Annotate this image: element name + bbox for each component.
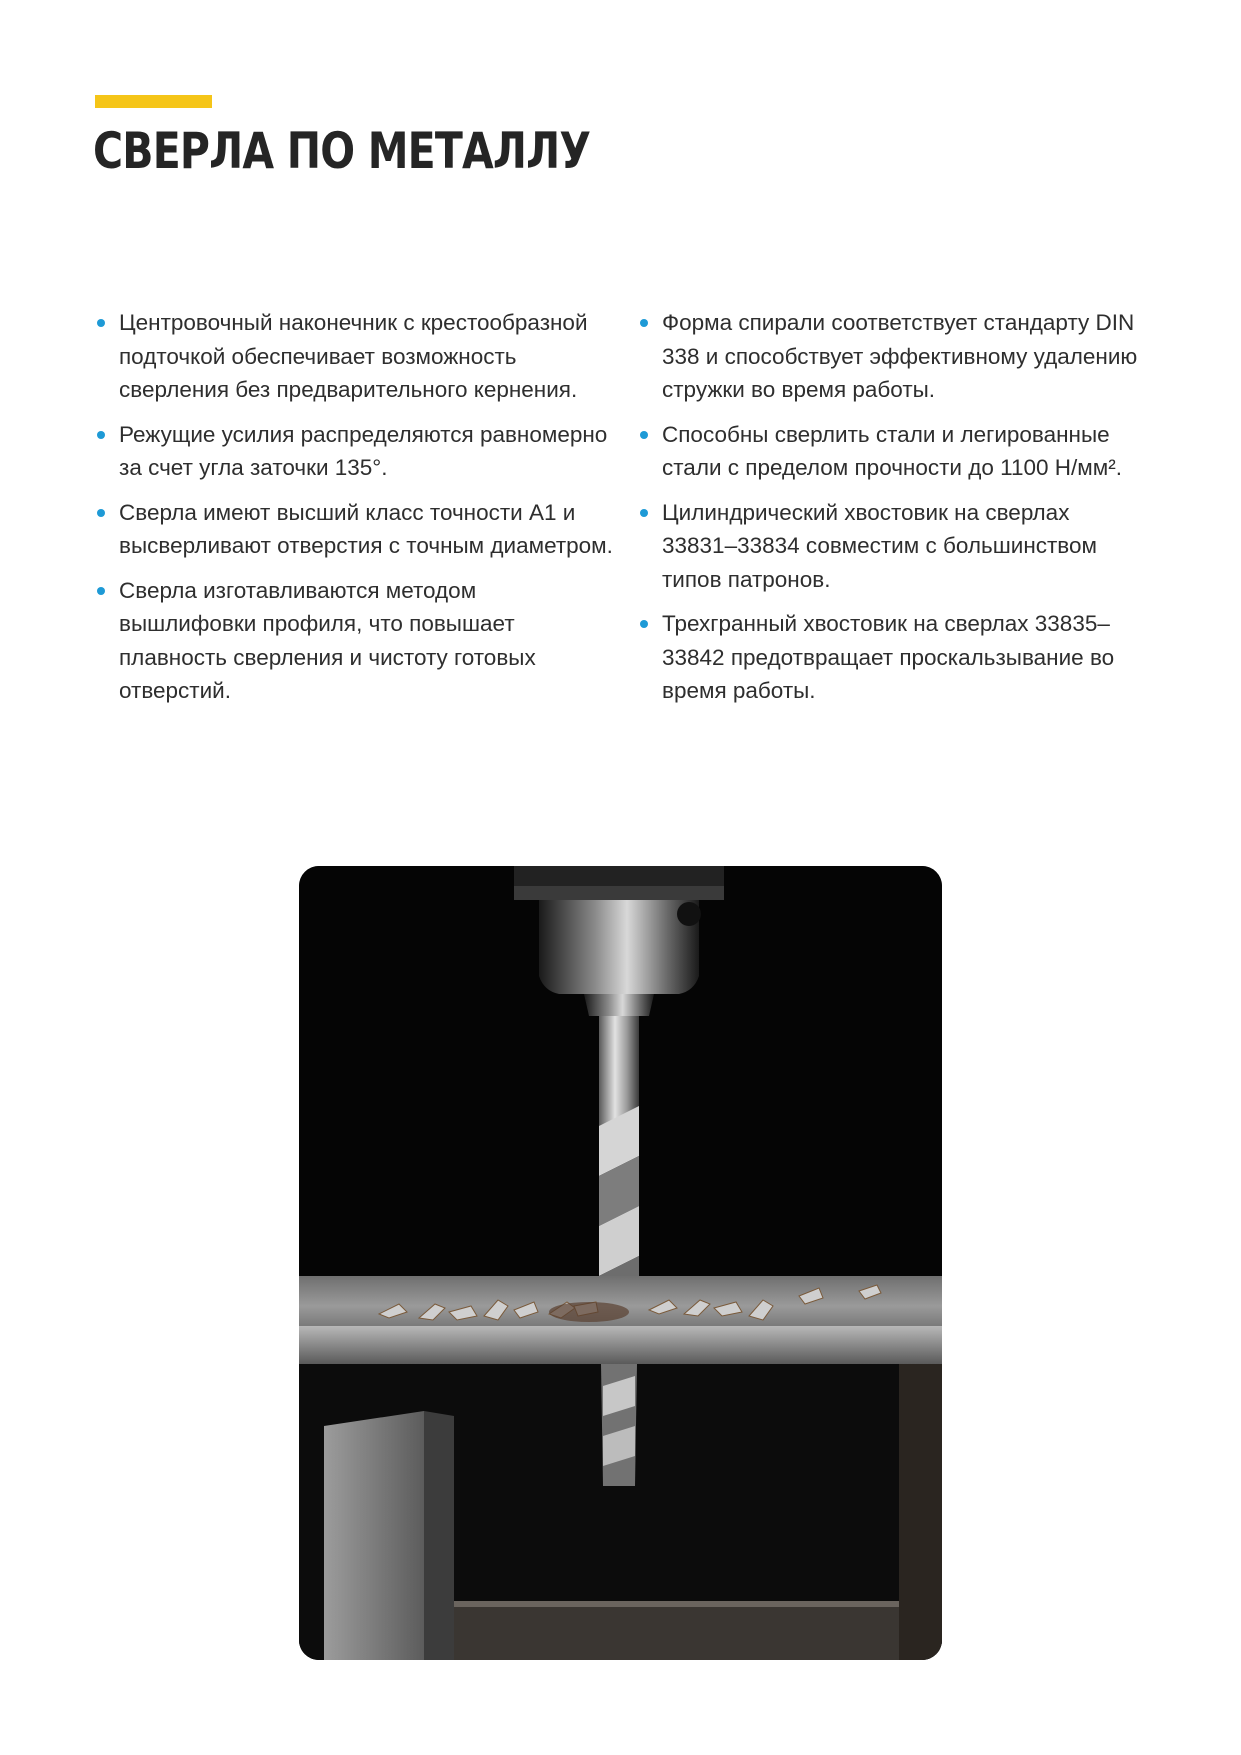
feature-item: Трехгранный хвостовик на сверлах 33835–33842 предотвращает проскальзывание во время работы. [638, 607, 1148, 708]
features-left-column [95, 306, 615, 719]
page-title: СВЕРЛА ПО МЕТАЛЛУ [93, 122, 591, 180]
feature-item: Режущие усилия распределяются равномерно за счет угла заточки 135°. [95, 418, 615, 485]
feature-item: Сверла изготавливаются методом вышлифовки профиля, что повышает плавность сверления и чистоту готовых отверстий. [95, 574, 615, 708]
title-accent-bar [95, 95, 212, 108]
drill-press-photo [299, 866, 942, 1660]
feature-item: Форма спирали соответствует стандарту DIN 338 и способствует эффективному удалению стружки во время работы. [638, 306, 1148, 407]
features-right-column [638, 306, 1148, 719]
feature-item: Цилиндрический хвостовик на сверлах 33831–33834 совместим с большинством типов патронов. [638, 496, 1148, 597]
feature-item: Сверла имеют высший класс точности А1 и высверливают отверстия с точным диаметром. [95, 496, 615, 563]
drill-illustration [299, 866, 942, 1660]
feature-item: Центровочный наконечник с крестообразной подточкой обеспечивает возможность сверления без предварительного кернения. [95, 306, 615, 407]
feature-item: Способны сверлить стали и легированные стали с пределом прочности до 1100 Н/мм². [638, 418, 1148, 485]
